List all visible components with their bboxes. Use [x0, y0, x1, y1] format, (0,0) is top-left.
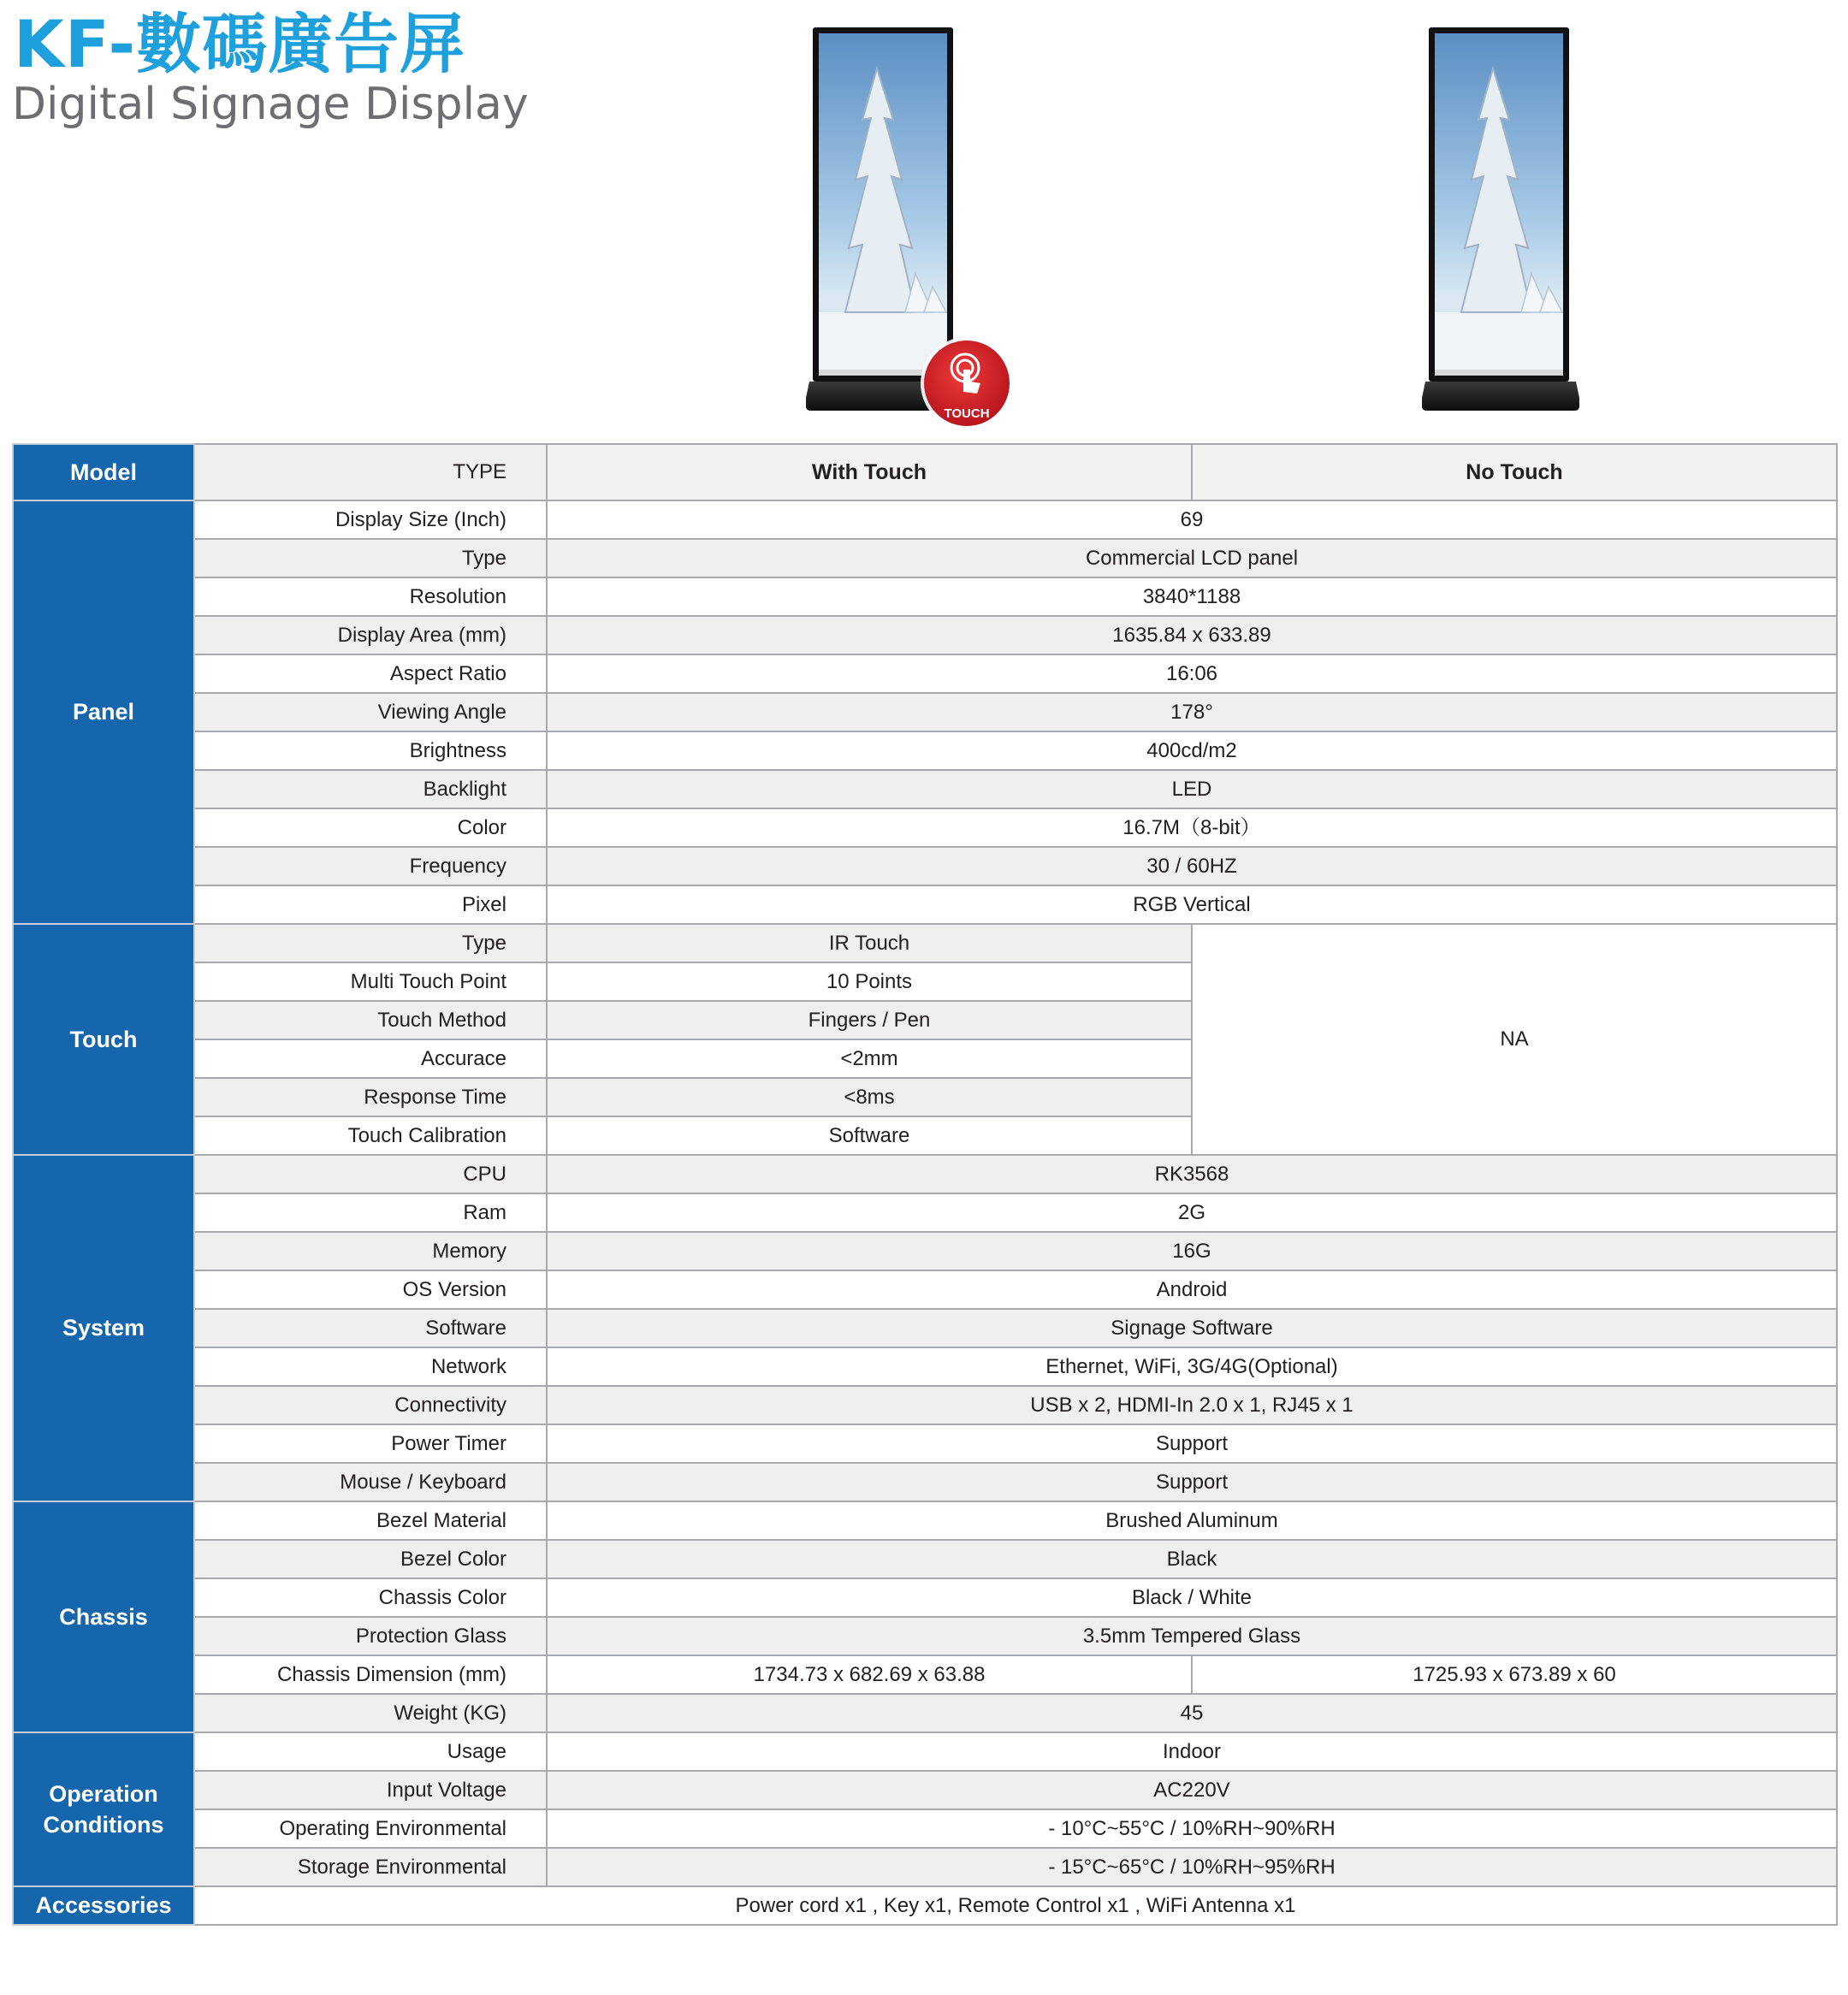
spec-value: - 10°C~55°C / 10%RH~90%RH — [547, 1809, 1837, 1848]
table-row — [13, 1424, 1837, 1463]
table-row — [13, 808, 1837, 847]
spec-value: RGB Vertical — [547, 885, 1837, 924]
spec-value-with-touch: 1734.73 x 682.69 x 63.88 — [547, 1655, 1192, 1694]
table-row — [13, 1309, 1837, 1347]
spec-label: Backlight — [194, 770, 547, 808]
table-row — [13, 1501, 1837, 1540]
table-row — [13, 577, 1837, 616]
category-operation-conditions: Operation Conditions — [13, 1732, 194, 1886]
spec-value: 16.7M（8-bit） — [547, 808, 1837, 847]
touch-badge-label: TOUCH — [944, 406, 990, 421]
table-row — [13, 1655, 1837, 1694]
spec-label: OS Version — [194, 1270, 547, 1309]
spec-value: Indoor — [547, 1732, 1837, 1771]
spec-value-no-touch: 1725.93 x 673.89 x 60 — [1192, 1655, 1837, 1694]
table-row — [13, 539, 1837, 577]
table-row — [13, 1540, 1837, 1578]
spec-value: 178° — [547, 693, 1837, 731]
spec-label: Type — [194, 539, 547, 577]
table-row — [13, 847, 1837, 885]
spec-label: Chassis Dimension (mm) — [194, 1655, 547, 1694]
spec-label: Connectivity — [194, 1386, 547, 1424]
signage-display-illustration — [1412, 17, 1626, 419]
spec-value: IR Touch — [547, 924, 1192, 962]
spec-label: Touch Method — [194, 1001, 547, 1039]
table-row — [13, 500, 1837, 539]
spec-label: Color — [194, 808, 547, 847]
spec-label: CPU — [194, 1155, 547, 1193]
spec-label: Display Size (Inch) — [194, 500, 547, 539]
signage-display-illustration — [796, 17, 1010, 426]
column-header-no-touch: No Touch — [1192, 444, 1837, 500]
table-row — [13, 1694, 1837, 1732]
spec-value: Brushed Aluminum — [547, 1501, 1837, 1540]
table-row — [13, 1347, 1837, 1386]
page-title: KF-數碼廣告屏 — [14, 6, 466, 82]
spec-value: Android — [547, 1270, 1837, 1309]
spec-value: 3840*1188 — [547, 577, 1837, 616]
spec-value: 69 — [547, 500, 1837, 539]
spec-value: Support — [547, 1424, 1837, 1463]
spec-value: 16:06 — [547, 654, 1837, 693]
category-accessories: Accessories — [13, 1886, 194, 1925]
spec-value: 45 — [547, 1694, 1837, 1732]
spec-label: Storage Environmental — [194, 1848, 547, 1886]
spec-label: Chassis Color — [194, 1578, 547, 1617]
spec-label: Multi Touch Point — [194, 962, 547, 1001]
spec-value: - 15°C~65°C / 10%RH~95%RH — [547, 1848, 1837, 1886]
spec-table — [12, 443, 1838, 1926]
spec-label: Pixel — [194, 885, 547, 924]
table-header-row — [13, 444, 1837, 500]
spec-label: Accurace — [194, 1039, 547, 1078]
spec-label: Type — [194, 924, 547, 962]
spec-value: Support — [547, 1463, 1837, 1501]
spec-value: 10 Points — [547, 962, 1192, 1001]
spec-value: 16G — [547, 1232, 1837, 1270]
category-system: System — [13, 1155, 194, 1501]
spec-label: Software — [194, 1309, 547, 1347]
table-row — [13, 1732, 1837, 1771]
category-model: Model — [13, 444, 194, 500]
spec-label: Memory — [194, 1232, 547, 1270]
product-image-no-touch — [1412, 17, 1626, 419]
table-row — [13, 654, 1837, 693]
page-subtitle: Digital Signage Display — [12, 79, 529, 130]
spec-value: Software — [547, 1116, 1192, 1155]
spec-label: Response Time — [194, 1078, 547, 1116]
spec-label: Protection Glass — [194, 1617, 547, 1655]
spec-value: <8ms — [547, 1078, 1192, 1116]
category-chassis: Chassis — [13, 1501, 194, 1732]
spec-label: Touch Calibration — [194, 1116, 547, 1155]
table-row — [13, 693, 1837, 731]
table-row — [13, 1270, 1837, 1309]
no-touch-na-value: NA — [1192, 924, 1837, 1155]
spec-label: Weight (KG) — [194, 1694, 547, 1732]
table-row — [13, 1193, 1837, 1232]
table-row — [13, 1886, 1837, 1925]
category-panel: Panel — [13, 500, 194, 924]
table-row — [13, 1463, 1837, 1501]
table-row — [13, 1809, 1837, 1848]
spec-label: Frequency — [194, 847, 547, 885]
spec-label: Aspect Ratio — [194, 654, 547, 693]
table-row — [13, 616, 1837, 654]
column-header-with-touch: With Touch — [547, 444, 1192, 500]
spec-value: Signage Software — [547, 1309, 1837, 1347]
spec-value: 2G — [547, 1193, 1837, 1232]
spec-value: Black — [547, 1540, 1837, 1578]
spec-value: 400cd/m2 — [547, 731, 1837, 770]
spec-label: Display Area (mm) — [194, 616, 547, 654]
spec-value: Fingers / Pen — [547, 1001, 1192, 1039]
spec-value: <2mm — [547, 1039, 1192, 1078]
spec-label: Input Voltage — [194, 1771, 547, 1809]
category-touch: Touch — [13, 924, 194, 1155]
spec-label: Bezel Color — [194, 1540, 547, 1578]
spec-value: Ethernet, WiFi, 3G/4G(Optional) — [547, 1347, 1837, 1386]
spec-value: 1635.84 x 633.89 — [547, 616, 1837, 654]
table-row — [13, 1386, 1837, 1424]
spec-label: Usage — [194, 1732, 547, 1771]
table-row — [13, 1848, 1837, 1886]
table-row — [13, 1155, 1837, 1193]
table-row — [13, 770, 1837, 808]
spec-label: Operating Environmental — [194, 1809, 547, 1848]
table-row — [13, 1232, 1837, 1270]
spec-label: Mouse / Keyboard — [194, 1463, 547, 1501]
spec-label: Network — [194, 1347, 547, 1386]
spec-value: Commercial LCD panel — [547, 539, 1837, 577]
spec-label: Bezel Material — [194, 1501, 547, 1540]
spec-value: RK3568 — [547, 1155, 1837, 1193]
table-row — [13, 1617, 1837, 1655]
spec-value: USB x 2, HDMI-In 2.0 x 1, RJ45 x 1 — [547, 1386, 1837, 1424]
spec-label-type: TYPE — [194, 444, 547, 500]
spec-label: Ram — [194, 1193, 547, 1232]
spec-label: Viewing Angle — [194, 693, 547, 731]
spec-value: AC220V — [547, 1771, 1837, 1809]
spec-value: 30 / 60HZ — [547, 847, 1837, 885]
spec-label: Power Timer — [194, 1424, 547, 1463]
product-image-with-touch — [796, 17, 1010, 426]
spec-label: Brightness — [194, 731, 547, 770]
table-row — [13, 885, 1837, 924]
spec-value: 3.5mm Tempered Glass — [547, 1617, 1837, 1655]
table-row — [13, 731, 1837, 770]
spec-value: Black / White — [547, 1578, 1837, 1617]
accessories-value: Power cord x1 , Key x1, Remote Control x1 , WiFi Antenna x1 — [194, 1886, 1837, 1925]
table-row — [13, 1578, 1837, 1617]
spec-value: LED — [547, 770, 1837, 808]
table-row — [13, 924, 1837, 962]
table-row — [13, 1771, 1837, 1809]
spec-label: Resolution — [194, 577, 547, 616]
